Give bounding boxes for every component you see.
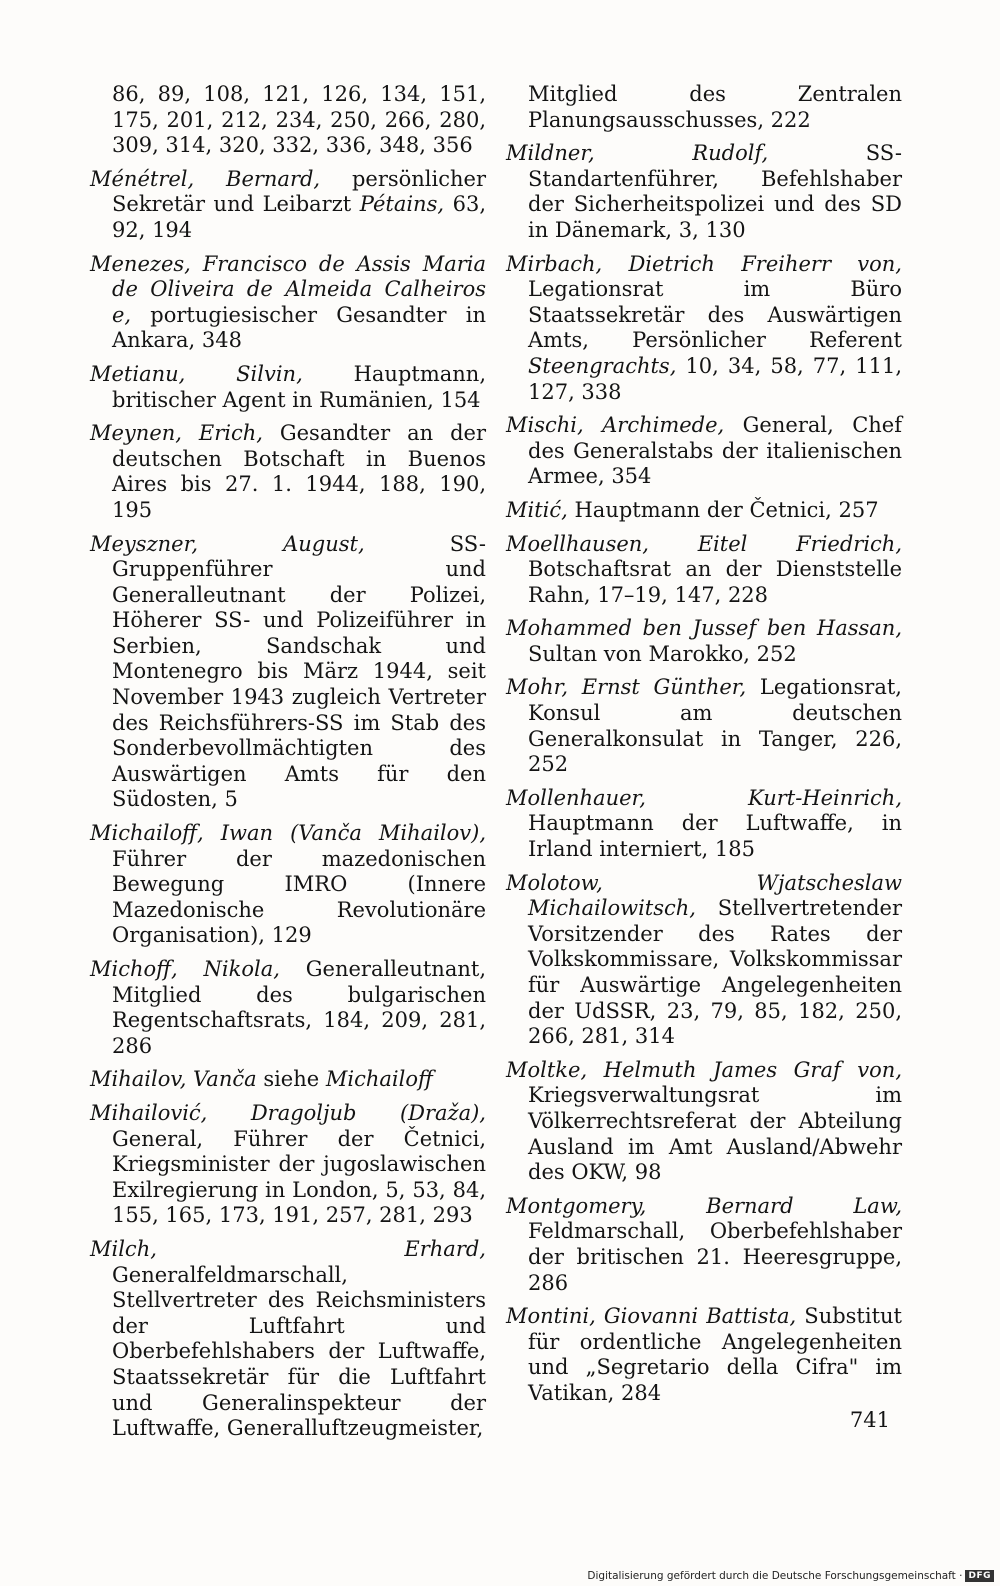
- entry-name: Mihailović, Dragoljub (Draža),: [90, 1100, 486, 1125]
- entry-text: General, Führer der Četnici, Kriegsminister der jugoslawischen Exilregierung in London, 5, 53, 84, 155, 165, 173, 191, 257, 281, 293: [112, 1126, 486, 1228]
- index-entry: [90, 957, 486, 1059]
- index-entry: [506, 413, 902, 490]
- entry-text: persönlicher Sekretär und Leibarzt: [112, 166, 486, 217]
- entry-text: SS-Standartenführer, Befehlshaber der Sicherheitspolizei und des SD in Dänemark, 3, 130: [528, 141, 902, 242]
- index-entry: [506, 141, 902, 243]
- index-entry: [90, 1101, 486, 1229]
- index-entry: [506, 252, 902, 406]
- entry-name: Mischi, Archimede,: [506, 413, 725, 438]
- entry-name: Moltke, Helmuth James Graf von,: [506, 1057, 902, 1082]
- entry-text: Kriegsverwaltungsrat im Völkerrechtsreferat der Abteilung Ausland im Amt Ausland/Abwehr des OKW, 98: [528, 1083, 902, 1185]
- index-entry-continuation: [506, 82, 902, 133]
- entry-name: Pétains,: [359, 192, 445, 217]
- entry-name: Molotow, Wjatscheslaw Michailowitsch,: [506, 870, 902, 921]
- entry-text: Legationsrat, Konsul am deutschen Generalkonsulat in Tanger, 226, 252: [528, 675, 902, 777]
- entry-text: 86, 89, 108, 121, 126, 134, 151, 175, 201, 212, 234, 250, 266, 280, 309, 314, 320, 332, 336, 348, 356: [112, 82, 486, 158]
- entry-text: Generalleutnant, Mitglied des bulgarischen Regentschaftsrats, 184, 209, 281, 286: [112, 957, 486, 1058]
- entry-text: Hauptmann der Luftwaffe, in Irland interniert, 185: [528, 811, 902, 862]
- entry-text: Hauptmann der Četnici, 257: [567, 497, 879, 522]
- entry-name: Mollenhauer, Kurt-Heinrich,: [506, 785, 902, 810]
- index-entry: [506, 675, 902, 777]
- entry-text: siehe: [256, 1067, 326, 1092]
- entry-name: Mitić,: [506, 497, 568, 522]
- index-entry: [90, 167, 486, 244]
- entry-text: portugiesischer Gesandter in Ankara, 348: [112, 302, 486, 353]
- entry-name: Mildner, Rudolf,: [506, 141, 769, 166]
- entry-name: Metianu, Silvin,: [90, 361, 303, 386]
- entry-name: Meynen, Erich,: [90, 421, 263, 446]
- index-entry: [506, 786, 902, 863]
- entry-text: Botschaftsrat an der Dienststelle Rahn, 17–19, 147, 228: [528, 557, 902, 607]
- index-entry: [506, 871, 902, 1050]
- index-entry: [506, 498, 902, 524]
- index-entry: [90, 421, 486, 523]
- entry-name: Menezes, Francisco de Assis Maria de Oliveira de Almeida Calheiros e,: [90, 251, 486, 327]
- digitization-footer: [587, 1570, 994, 1582]
- page-number: 741: [849, 1408, 890, 1432]
- index-entry: [90, 1067, 486, 1093]
- entry-text: 10, 34, 58, 77, 111, 127, 338: [528, 353, 902, 404]
- entry-name: Montgomery, Bernard Law,: [506, 1193, 902, 1218]
- entry-name: Meyszner, August,: [90, 531, 365, 556]
- entry-text: General, Chef des Generalstabs der italienischen Armee, 354: [528, 413, 902, 489]
- entry-text: Sultan von Marokko, 252: [528, 641, 797, 666]
- index-entry: [90, 252, 486, 354]
- entry-name: Steengrachts,: [528, 353, 677, 378]
- entry-text: Stellvertretender Vorsitzender des Rates der Volkskommissare, Volkskommissar für Auswärtige Angelegenheiten der UdSSR, 23, 79, 85, 182, 250, 266, 281, 314: [528, 896, 902, 1049]
- index-entry: [506, 1058, 902, 1186]
- entry-text: Gesandter an der deutschen Botschaft in Buenos Aires bis 27. 1. 1944, 188, 190, 195: [112, 421, 487, 522]
- index-entry: [506, 532, 902, 609]
- entry-name: Michoff, Nikola,: [90, 957, 280, 981]
- entry-name: Mihailov, Vanča: [90, 1067, 257, 1092]
- entry-text: Substitut für ordentliche Angelegenheiten und „Segretario della Cifra" im Vatikan, 284: [528, 1304, 902, 1405]
- entry-text: Mitglied des Zentralen Planungsausschusses, 222: [528, 82, 902, 132]
- index-entry: [90, 532, 486, 814]
- index-entry: [90, 821, 486, 949]
- entry-name: Montini, Giovanni Battista,: [506, 1304, 797, 1329]
- entry-text: Feldmarschall, Oberbefehlshaber der britischen 21. Heeresgruppe, 286: [528, 1219, 902, 1295]
- entry-text: Legationsrat im Büro Staatssekretär des Auswärtigen Amts, Persönlicher Referent: [528, 277, 902, 353]
- index-entry: [506, 616, 902, 667]
- entry-text: Führer der mazedonischen Bewegung IMRO (Innere Mazedonische Revolutionäre Organisation), 129: [112, 846, 486, 948]
- entry-name: Mohr, Ernst Günther,: [506, 675, 747, 700]
- index-column-right: [506, 82, 902, 1415]
- index-entry: [90, 1237, 486, 1442]
- entry-name: Moellhausen, Eitel Friedrich,: [506, 531, 902, 556]
- index-column-left: [90, 82, 486, 1450]
- dfg-logo: DFG: [965, 1570, 994, 1582]
- footer-text: Digitalisierung gefördert durch die Deutsche Forschungsgemeinschaft ·: [587, 1570, 963, 1582]
- entry-name: Mohammed ben Jussef ben Hassan,: [506, 616, 902, 641]
- entry-text: SS-Gruppenführer und Generalleutnant der Polizei, Höherer SS- und Polizeiführer in Serbien, Sandschak und Montenegro bis März 1944, seit November 1943 zugleich Vertreter des Reichsführers-SS im Stab des Sonderbevollmächtigten des Auswärtigen Amts für den Südosten, 5: [112, 531, 486, 812]
- entry-name: Michailoff: [325, 1067, 433, 1092]
- entry-name: Ménétrel, Bernard,: [90, 166, 321, 191]
- entry-name: Michailoff, Iwan (Vanča Mihailov),: [90, 821, 486, 846]
- index-entry: [506, 1194, 902, 1296]
- entry-name: Mirbach, Dietrich Freiherr von,: [506, 251, 902, 276]
- entry-text: Hauptmann, britischer Agent in Rumänien, 154: [112, 361, 486, 412]
- index-entry: [90, 362, 486, 413]
- index-entry: [506, 1304, 902, 1406]
- entry-text: Generalfeldmarschall, Stellvertreter des Reichsministers der Luftfahrt und Oberbefehlshabers der Luftwaffe, Staatssekretär für die Luftfahrt und Generalinspekteur der Luftwaffe, Generalluftzeugmeister,: [112, 1262, 486, 1441]
- index-entry-continuation: [90, 82, 486, 159]
- entry-text: 63, 92, 194: [112, 192, 486, 242]
- entry-name: Milch, Erhard,: [90, 1236, 486, 1261]
